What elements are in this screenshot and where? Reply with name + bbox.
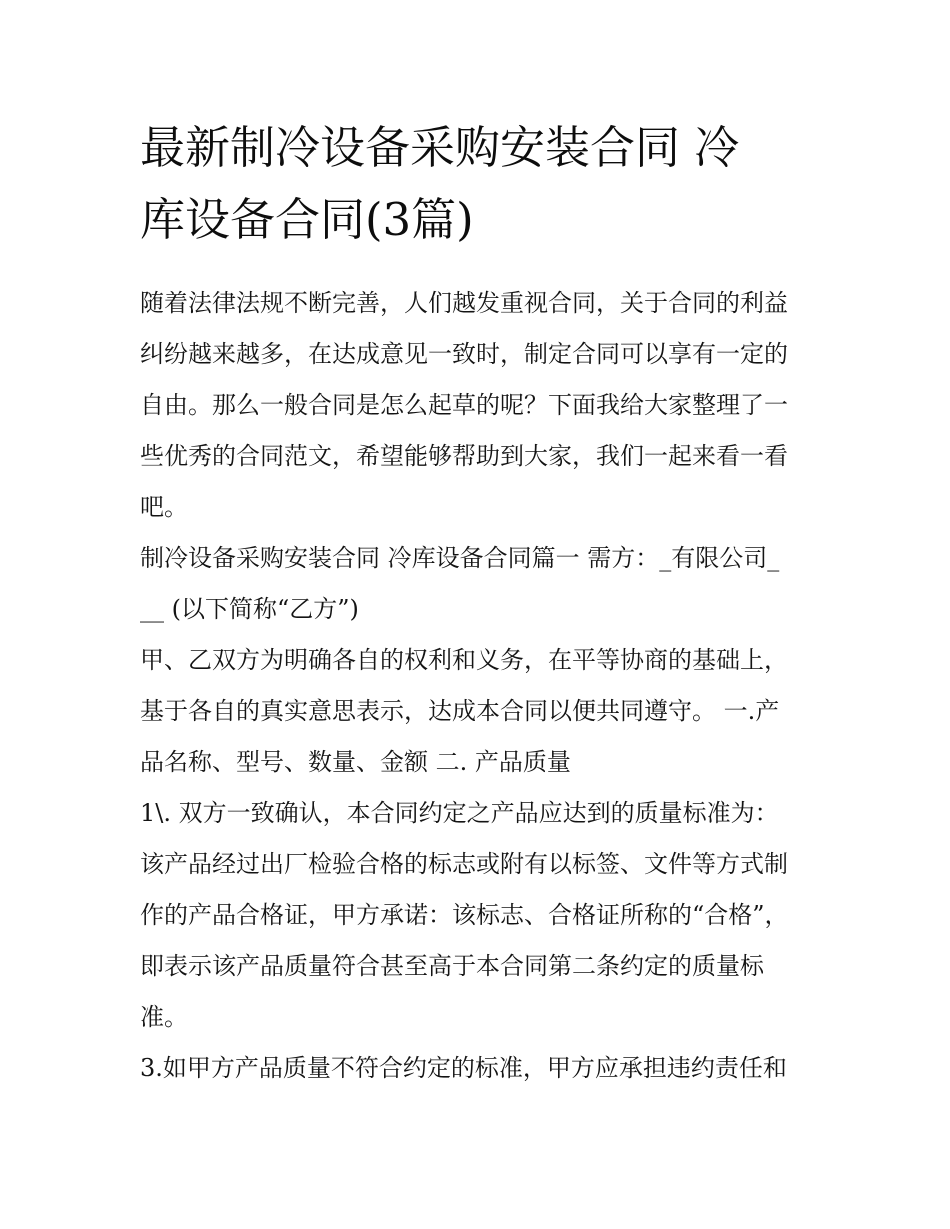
title-line-2: 库设备合同(3篇) — [140, 193, 474, 246]
text-line: 3.如甲方产品质量不符合约定的标准，甲方应承担违约责任和 — [140, 1054, 787, 1082]
text-line: 作的产品合格证，甲方承诺：该标志、合格证所称的“合格”， — [140, 901, 789, 929]
text-line: __ (以下简称“乙方”) — [140, 595, 359, 623]
contract-header-paragraph — [140, 533, 820, 635]
agreement-paragraph — [140, 635, 820, 788]
text-line: 该产品经过出厂检验合格的标志或附有以标签、文件等方式制 — [140, 850, 788, 878]
text-line: 基于各自的真实意思表示，达成本合同以便共同遵守。 一.产 — [140, 697, 780, 725]
text-line: 准。 — [140, 1003, 188, 1031]
text-line: 吧。 — [140, 493, 188, 521]
text-line: 甲、乙双方为明确各自的权利和义务，在平等协商的基础上， — [140, 646, 788, 674]
document-title — [140, 112, 820, 256]
liability-clause-paragraph — [140, 1043, 820, 1094]
text-line: 些优秀的合同范文，希望能够帮助到大家，我们一起来看一看 — [140, 442, 788, 470]
text-line: 自由。那么一般合同是怎么起草的呢？下面我给大家整理了一 — [140, 391, 788, 419]
document-page — [140, 112, 820, 1094]
text-line: 品名称、型号、数量、金额 二. 产品质量 — [140, 748, 571, 776]
text-line: 1\. 双方一致确认，本合同约定之产品应达到的质量标准为： — [140, 799, 779, 827]
text-line: 随着法律法规不断完善，人们越发重视合同，关于合同的利益 — [140, 289, 788, 317]
title-line-1: 最新制冷设备采购安装合同 冷 — [140, 121, 740, 174]
text-line: 即表示该产品质量符合甚至高于本合同第二条约定的质量标 — [140, 952, 764, 980]
text-line: 制冷设备采购安装合同 冷库设备合同篇一 需方：_有限公司_ — [140, 544, 780, 572]
quality-clause-paragraph — [140, 788, 820, 1043]
intro-paragraph — [140, 278, 820, 533]
text-line: 纠纷越来越多，在达成意见一致时，制定合同可以享有一定的 — [140, 340, 788, 368]
